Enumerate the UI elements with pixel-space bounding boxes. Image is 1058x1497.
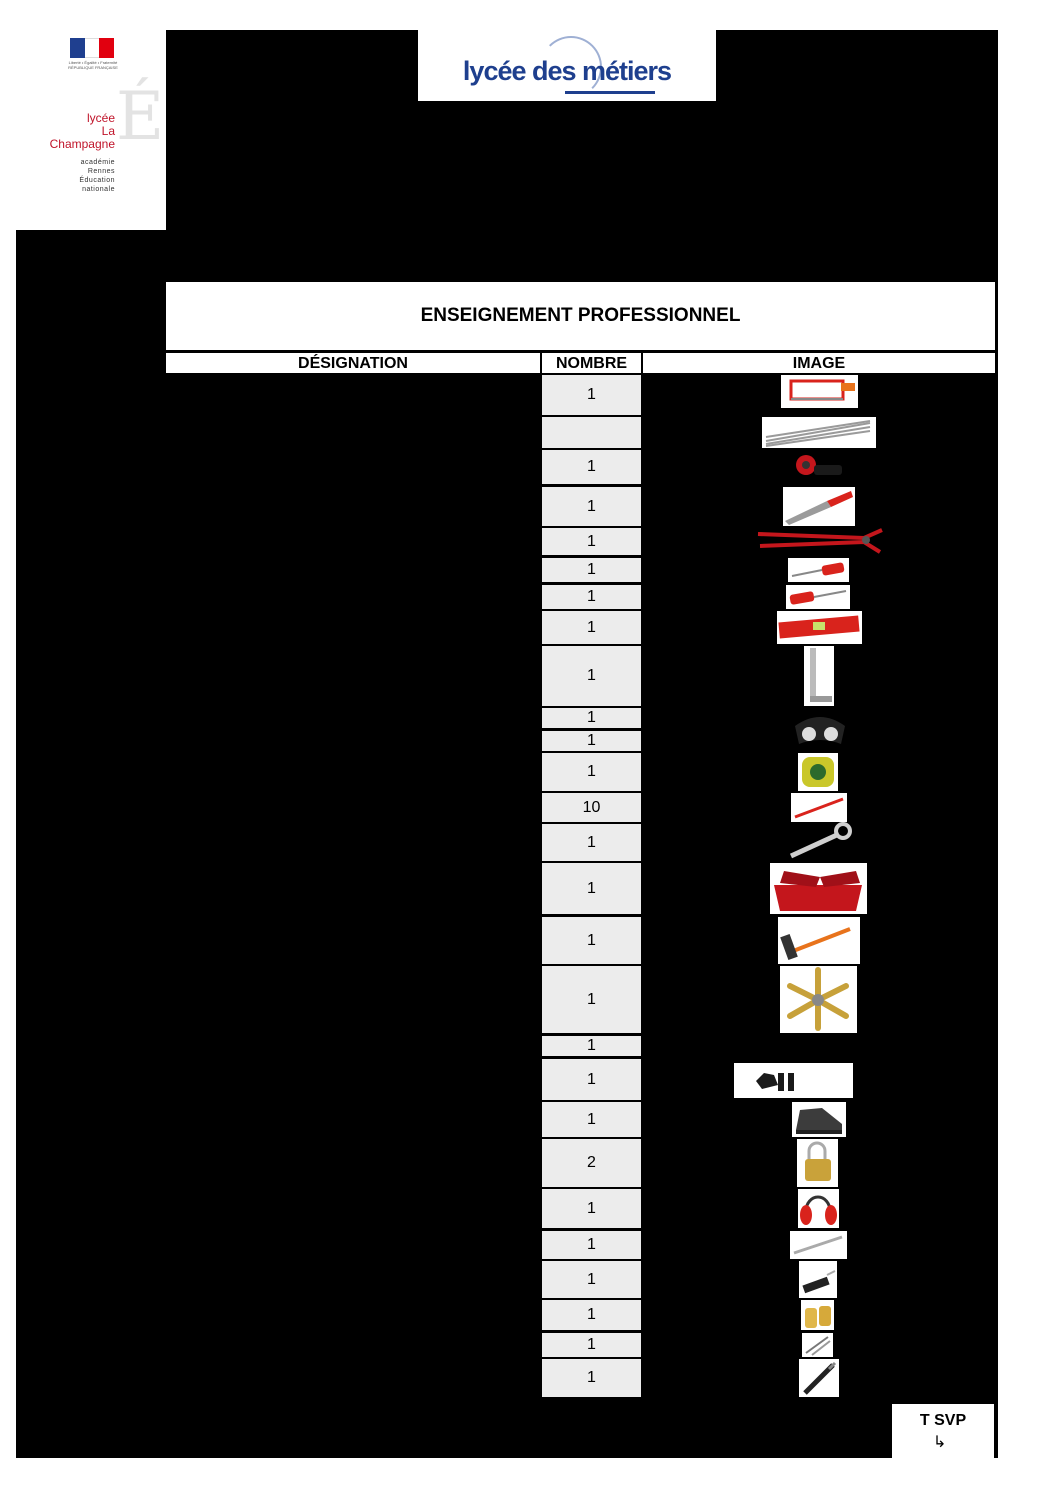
brand-underline [565,91,655,94]
safety-goggles-icon [791,708,849,751]
quantity-cell: 1 [542,1231,641,1259]
adjustable-wrench-icon [785,822,853,861]
flat-screwdriver-icon [788,558,849,582]
square-ruler-icon [804,646,834,706]
quantity-cell: 1 [542,450,641,484]
quantity-cell: 1 [542,528,641,555]
quantity-cell: 1 [542,1333,641,1357]
quantity-cell: 1 [542,966,641,1033]
flaring-tool-icon [780,966,857,1033]
academy-text: académie Rennes Éducation nationale [79,159,115,193]
section-title: ENSEIGNEMENT PROFESSIONNEL [420,305,741,326]
gov-caption: Liberté • Égalité • Fraternité RÉPUBLIQUE FRANÇAISE [68,60,118,70]
spirit-level-icon [777,611,862,644]
pliers-icon [802,1333,833,1357]
quantity-cell: 1 [542,708,641,728]
quantity-cell: 1 [542,1102,641,1137]
quantity-cell: 1 [542,1300,641,1330]
hammer-icon [778,917,860,964]
quantity-cell: 1 [542,1261,641,1298]
safety-shoes-icon [792,1102,846,1137]
file-icon [783,487,855,526]
marker-icon [799,1359,839,1397]
turn-page-arrow-icon: ↳ [933,1434,947,1451]
quantity-cell [542,417,641,448]
school-e-emblem: É [116,78,165,155]
ear-muffs-icon [798,1189,839,1228]
quantity-cell: 1 [542,487,641,526]
pencil-icon [791,793,847,822]
quantity-cell: 1 [542,1059,641,1100]
quantity-cell: 1 [542,646,641,706]
marianne-logo [70,38,114,58]
quantity-cell: 2 [542,1139,641,1187]
rule-icon [790,1231,847,1259]
quantity-cell: 1 [542,375,641,415]
quantity-cell: 1 [542,753,641,791]
quantity-cell: 1 [542,731,641,751]
pipe-wrench-icon [754,526,888,556]
pipe-cutter-icon [788,451,846,484]
quantity-cell: 1 [542,863,641,914]
gloves-icon [801,1300,834,1330]
column-header-designation: DÉSIGNATION [166,353,540,373]
quantity-cell: 10 [542,793,641,822]
cutter-icon [799,1261,837,1298]
school-name: lycée La Champagne [49,111,115,151]
quantity-cell: 1 [542,917,641,964]
column-header-nombre: NOMBRE [542,353,641,373]
quantity-cell: 1 [542,1359,641,1397]
work-clothes-icon [734,1063,853,1098]
saw-blades-icon [762,417,876,448]
turn-page-label: T SVP [919,1412,967,1429]
quantity-cell: 1 [542,585,641,609]
quantity-cell: 1 [542,1036,641,1056]
quantity-cell: 1 [542,558,641,582]
tape-measure-icon [798,753,838,791]
phillips-screwdriver-icon [786,585,850,609]
document-background [16,30,998,1458]
hacksaw-icon [781,375,858,408]
toolbox-icon [770,863,867,914]
quantity-cell: 1 [542,611,641,644]
quantity-cell: 1 [542,824,641,861]
column-header-image: IMAGE [643,353,995,373]
quantity-cell: 1 [542,1189,641,1228]
padlock-icon [797,1139,838,1187]
brand-name: lycée des métiers [462,56,672,86]
